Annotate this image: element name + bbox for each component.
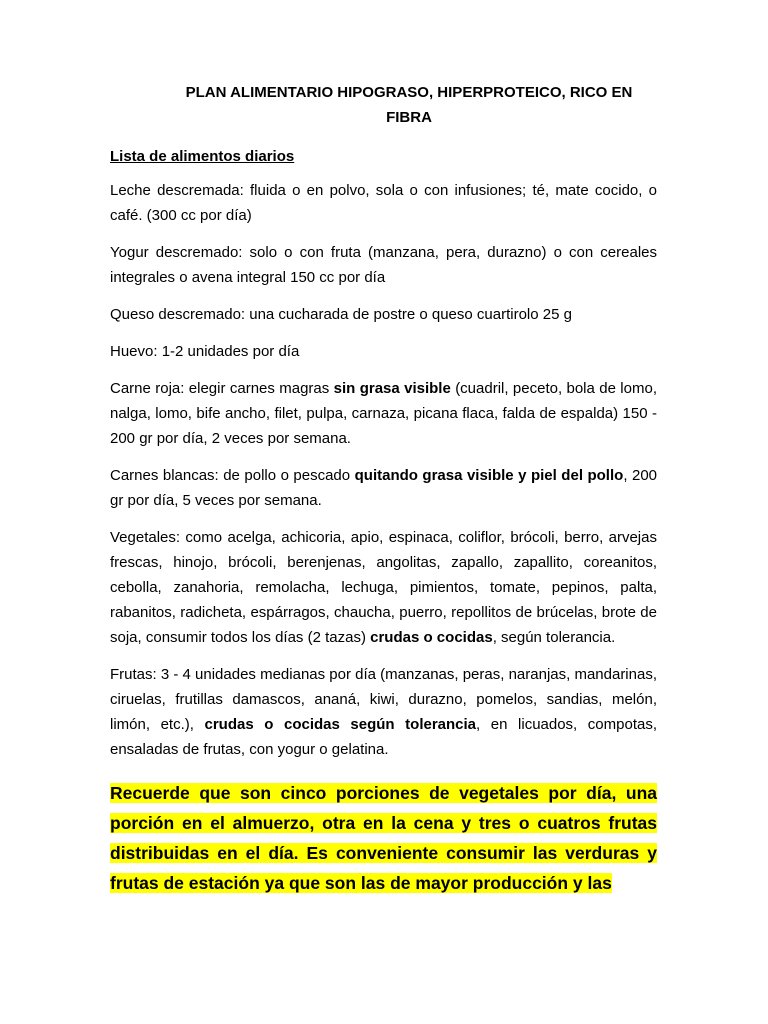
paragraph-yogur: Yogur descremado: solo o con fruta (manzana, pera, durazno) o con cereales integrales o avena integral 150 cc por día: [110, 244, 657, 286]
carnes-blancas-text-b: , 200 gr por día, 5 veces por semana.: [110, 467, 658, 509]
paragraph-huevo: Huevo: 1-2 unidades por día: [110, 343, 300, 360]
paragraph-frutas: [110, 662, 657, 762]
paragraph-queso: Queso descremado: una cucharada de postre o queso cuartirolo 25 g: [110, 306, 572, 323]
frutas-bold: crudas o cocidas según tolerancia: [204, 716, 477, 733]
title-line-2: FIBRA: [386, 109, 432, 126]
title-line-1: PLAN ALIMENTARIO HIPOGRASO, HIPERPROTEICO, RICO EN: [185, 84, 633, 101]
carnes-blancas-text-a: Carnes blancas: de pollo o pescado: [110, 467, 355, 484]
carne-roja-text-b: (cuadril, peceto, bola de lomo, nalga, lomo, bife ancho, filet, pulpa, carnaza, picana flaca, falda de espalda) 150 - 200 gr por día, 2 veces por semana.: [110, 380, 657, 447]
document-title: [174, 80, 644, 130]
paragraph-carne-roja: [110, 376, 657, 451]
frutas-text-a: Frutas: 3 - 4 unidades medianas por día (manzanas, peras, naranjas, mandarinas, ciruelas, frutillas damascos, ananá, kiwi, durazno, pomelos, sandias, melón, limón, etc.),: [110, 666, 657, 733]
paragraph-leche: Leche descremada: fluida o en polvo, sola o con infusiones; té, mate cocido, o café. (300 cc por día): [110, 182, 657, 224]
vegetales-text-a: Vegetales: como acelga, achicoria, apio, espinaca, coliflor, brócoli, berro, arvejas frescas, hinojo, brócoli, berenjenas, angolitas, zapallo, zapallito, coreanitos, cebolla, zanahoria, remolacha, lechuga, pimientos, tomate, pepinos, palta, rabanitos, radicheta, espárragos, chaucha, puerro, repollitos de brúcelas, brote de soja, consumir todos los días (2 tazas): [110, 529, 657, 646]
vegetales-text-b: , según tolerancia.: [492, 629, 616, 646]
carne-roja-bold: sin grasa visible: [333, 380, 451, 397]
carnes-blancas-bold: quitando grasa visible y piel del pollo: [354, 467, 624, 484]
paragraph-carnes-blancas: [110, 463, 657, 513]
highlighted-note: [110, 778, 657, 898]
frutas-text-b: , en licuados, compotas, ensaladas de frutas, con yogur o gelatina.: [110, 716, 657, 758]
paragraph-vegetales: [110, 525, 657, 650]
vegetales-bold: crudas o cocidas: [370, 629, 493, 646]
document-page: [110, 80, 657, 898]
section-heading: Lista de alimentos diarios: [110, 148, 295, 165]
highlighted-note-text: Recuerde que son cinco porciones de vegetales por día, una porción en el almuerzo, otra en la cena y tres o cuatros frutas distribuidas en el día. Es conveniente consumir las verduras y frutas de estación ya que son las de mayor producción y las: [110, 783, 657, 893]
carne-roja-text-a: Carne roja: elegir carnes magras: [110, 380, 334, 397]
